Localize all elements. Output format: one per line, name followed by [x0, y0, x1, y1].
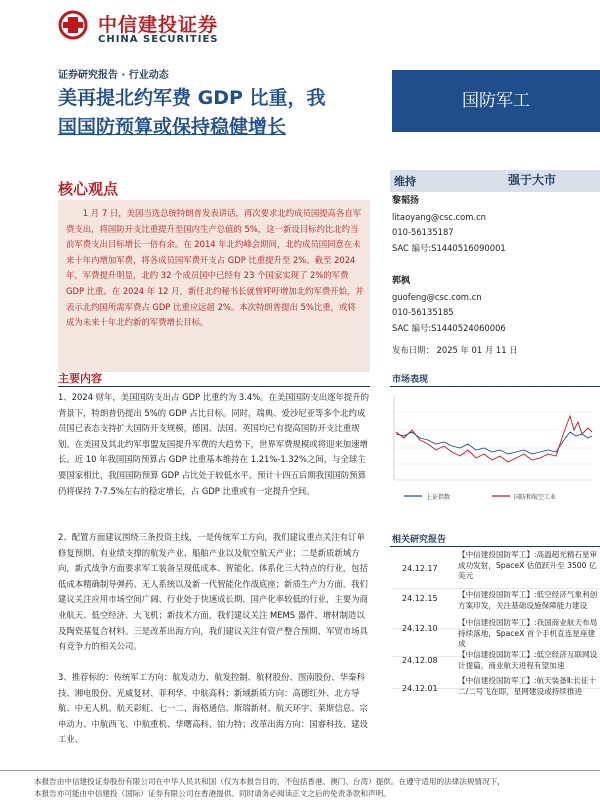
footer-line-2: 本报告亦可能由中信建投（国际）证券有限公司在香港提供。同时请务必阅读正文之后的免责条款和声明。 — [34, 789, 391, 798]
paragraph: 3、推荐标的：传统军工方向：航发动力、航发控制、航材股份、图南股份、华秦科技、湘电股份、光威复材、菲利华、中航高科；新域新质方向：高德红外、北方导航、中无人机、航天彩虹、七一二、海格通信、斯瑞新材、航天环宇、莱斯信息、宗申动力、中航西飞、中航重机、华曙高科、铂力特；改革出海方向：国睿科技、建设工业、 — [58, 672, 368, 745]
analyst-email[interactable]: litaoyang@csc.com.cn — [392, 211, 486, 222]
legend-defense: 国防和航空工业 — [514, 494, 557, 501]
publish-date: 发布日期： 2025 年 01 月 11 日 — [392, 345, 518, 355]
market-title: 市场表现 — [392, 375, 429, 385]
sector-label: 国防军工 — [462, 91, 530, 111]
related-date: 24.12.17 — [402, 564, 438, 573]
logo-text-cn: 中信建投证券 — [98, 14, 219, 36]
core-text: 1 月 7 日，美国当选总统特朗普发表讲话，再次要求北约成员国提高各自军费支出，将国防开支比重提升至国内生产总值的 5%，这一新设目标约比北约当前军费支出目标增长一倍有余。在 2014 年北约峰会期间，北约成员国同意在未来十年内增加军费，将各成员国军费开支占 GDP 比重提升至 2%。截至 2024 年，军费提升明显，北约 32 个成员国中已经有 23 个国家实现了 2%的军费 GDP 比重。在 2024 年 12 月，新任北约秘书长就曾呼吁增加北约军费开始，并表示北约国所需军费占 GDP 比重应远超 2%。本次特朗普提出 5%比重，或将成为未来十年北约新的军费增长目标。 — [66, 208, 364, 328]
divider — [390, 546, 600, 547]
related-text[interactable]: 【中信建投国防军工】:航天装备Ⅱ:长征十二/二号飞在即，星网建设或持续推进 — [458, 676, 596, 696]
divider — [390, 386, 600, 387]
divider — [58, 386, 370, 387]
paragraph: 2、配置方面建议围绕三条投资主线，一是传统军工方向，我们建议重点关注有订单修复预期、有业绩支撑的航发产业、船舶产业以及航空航天产业；二是新质新域方向，新式战争方面要求军工装备呈现低成本、智能化、体系化三大特点的行业，包括低成本精确制导弹药、无人系统以及新一代智能化作战底座；新质生产力方面，我们建议关注应用市场空间广阔、行业处于快速成长期、国产化率较低的行业，主要为商业航天、低空经济、大飞机；新技术方面，我们建议关注 MEMS 器件、增材制造以及陶瓷基复合材料。三是改革出海方向，我们建议关注有资产整合预期、军贸市场具有竞争力的相关公司。 — [58, 532, 368, 652]
related-text[interactable]: 【中信建投国防军工】:低空经济互联网设计提篇，商业航天进程有望加速 — [458, 650, 598, 670]
related-date: 24.12.15 — [402, 594, 438, 603]
legend-index: 上证指数 — [426, 494, 451, 501]
paragraph: 1、2024 财年，美国国防支出占 GDP 比重约为 3.4%。在美国国防支出逐年提升的背景下，特朗普仍提出 5%的 GDP 占比目标。同时，瑞典、爱沙尼亚等多个北约成员国已表态支持扩大国防开支规模，德国、法国、英国均已有提高国防开支比重规划。在美国及其北约军事盟友国提升军费的大趋势下，世界军费规模或将迎来加速增长。近 10 年我国国防预算占 GDP 比重基本维持在 1.21%-1.32%之间，与全球主要国家相比，我国国防预算 GDP 占比处于较低水平。预计十四五后期我国国防预算仍将保持 7-7.5%左右的稳定增长，占 GDP 比重或有一定提升空间。 — [58, 392, 370, 496]
related-title: 相关研究报告 — [392, 535, 447, 545]
analyst-sac: SAC 编号:S1440516090001 — [392, 242, 506, 253]
logo-text-en: CHINA SECURITIES — [98, 34, 219, 45]
footer-divider — [0, 770, 600, 771]
related-item[interactable] — [392, 676, 600, 716]
market-chart — [392, 392, 600, 512]
related-date: 24.12.08 — [402, 656, 438, 665]
footer-line-1: 本报告由中信建投证券股份有限公司在中华人民共和国（仅为本报告目的，不包括香港、澳门、台湾）提供。在遵守适用的法律法规情况下， — [34, 777, 505, 786]
footer-disclaimer — [34, 776, 600, 800]
divider — [392, 588, 600, 589]
analyst-name: 郭枫 — [392, 276, 411, 286]
related-date: 24.12.01 — [402, 684, 438, 693]
related-text[interactable]: 【中信建投国防军工】:低空经济气象利创方案印发，关注基础设施保障能力建设 — [458, 590, 598, 610]
logo-icon — [58, 10, 92, 40]
related-item[interactable] — [392, 550, 600, 590]
related-date: 24.12.10 — [402, 624, 438, 633]
related-text[interactable]: 【中信建投国防军工】:高温超光精石星审成功发射，SpaceX 估值跃升至 3500 亿美元 — [458, 550, 598, 581]
title-line-1: 美再提北约军费 GDP 比重，我 — [58, 87, 326, 109]
analyst-email[interactable]: guofeng@csc.com.cn — [392, 291, 482, 302]
analyst-phone: 010-56135185 — [392, 307, 454, 318]
title-line-2: 国国防预算或保持稳健增长 — [58, 116, 287, 138]
related-text[interactable]: 【中信建投国防军工】:我国商业航天布局持续落地，SpaceX 首个手机直连星座建成 — [458, 618, 598, 649]
analyst-sac: SAC 编号:S1440524060006 — [392, 322, 506, 333]
main-title: 主要内容 — [58, 372, 102, 385]
analyst-block — [392, 194, 506, 256]
core-title: 核心观点 — [58, 180, 119, 198]
rating-label: 维持 — [394, 175, 416, 188]
rating-value: 强于大市 — [508, 173, 557, 187]
analyst-block — [392, 274, 506, 336]
rating-bar — [390, 170, 600, 192]
analyst-phone: 010-56135187 — [392, 227, 454, 238]
analyst-name: 黎韬扬 — [392, 196, 420, 206]
report-title — [58, 84, 378, 142]
report-type: 证券研究报告 · 行业动态 — [58, 70, 169, 81]
